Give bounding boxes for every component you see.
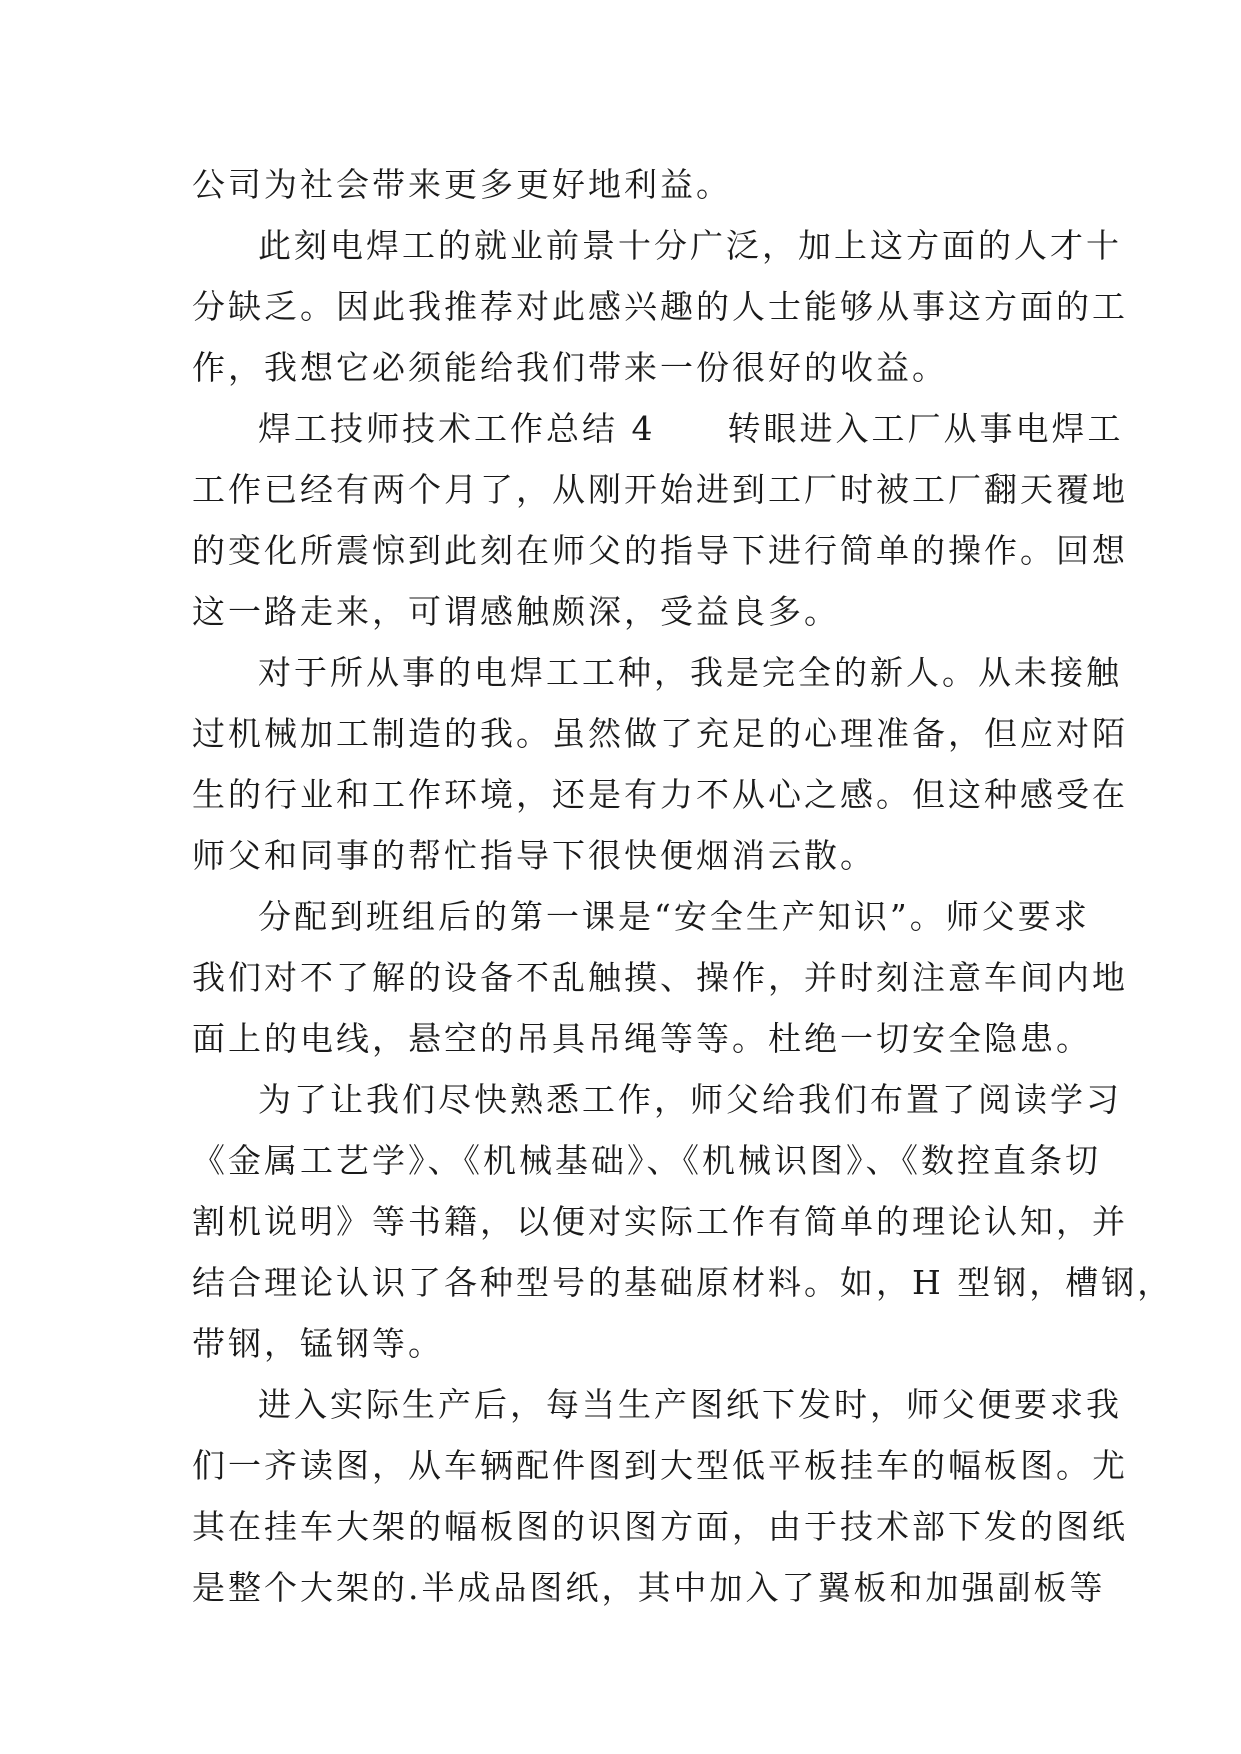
text-line: 工作已经有两个月了，从刚开始进到工厂时被工厂翻天覆地 xyxy=(192,470,1128,509)
text-line: 师父和同事的帮忙指导下很快便烟消云散。 xyxy=(192,836,876,875)
text-line: 焊工技师技术工作总结 4 转眼进入工厂从事电焊工 xyxy=(258,409,1124,448)
text-line: 这一路走来，可谓感触颇深，受益良多。 xyxy=(192,592,840,631)
text-line: 面上的电线，悬空的吊具吊绳等等。杜绝一切安全隐患。 xyxy=(192,1019,1092,1058)
text-line: 过机械加工制造的我。虽然做了充足的心理准备，但应对陌 xyxy=(192,714,1128,753)
text-line: 此刻电焊工的就业前景十分广泛，加上这方面的人才十 xyxy=(258,226,1122,265)
text-line: 进入实际生产后，每当生产图纸下发时，师父便要求我 xyxy=(258,1385,1122,1424)
text-line: 分缺乏。因此我推荐对此感兴趣的人士能够从事这方面的工 xyxy=(192,287,1128,326)
text-line: 公司为社会带来更多更好地利益。 xyxy=(192,165,732,204)
text-line: 是整个大架的.半成品图纸，其中加入了翼板和加强副板等 xyxy=(192,1568,1106,1607)
text-line: 结合理论认识了各种型号的基础原材料。如，H 型钢，槽钢， xyxy=(192,1263,1174,1302)
text-line: 《金属工艺学》、《机械基础》、《机械识图》、《数控直条切 xyxy=(192,1141,1101,1180)
text-line: 我们对不了解的设备不乱触摸、操作，并时刻注意车间内地 xyxy=(192,958,1128,997)
text-line: 作，我想它必须能给我们带来一份很好的收益。 xyxy=(192,348,948,387)
text-line: 生的行业和工作环境，还是有力不从心之感。但这种感受在 xyxy=(192,775,1128,814)
body-text xyxy=(192,154,1174,1618)
text-line: 分配到班组后的第一课是“安全生产知识”。师父要求 xyxy=(258,897,1090,936)
text-line: 割机说明》等书籍，以便对实际工作有简单的理论认知，并 xyxy=(192,1202,1128,1241)
text-line: 的变化所震惊到此刻在师父的指导下进行简单的操作。回想 xyxy=(192,531,1128,570)
text-line: 对于所从事的电焊工工种，我是完全的新人。从未接触 xyxy=(258,653,1122,692)
text-line: 们一齐读图，从车辆配件图到大型低平板挂车的幅板图。尤 xyxy=(192,1446,1128,1485)
text-line: 为了让我们尽快熟悉工作，师父给我们布置了阅读学习 xyxy=(258,1080,1122,1119)
text-line: 带钢，锰钢等。 xyxy=(192,1324,444,1363)
text-line: 其在挂车大架的幅板图的识图方面，由于技术部下发的图纸 xyxy=(192,1507,1128,1546)
